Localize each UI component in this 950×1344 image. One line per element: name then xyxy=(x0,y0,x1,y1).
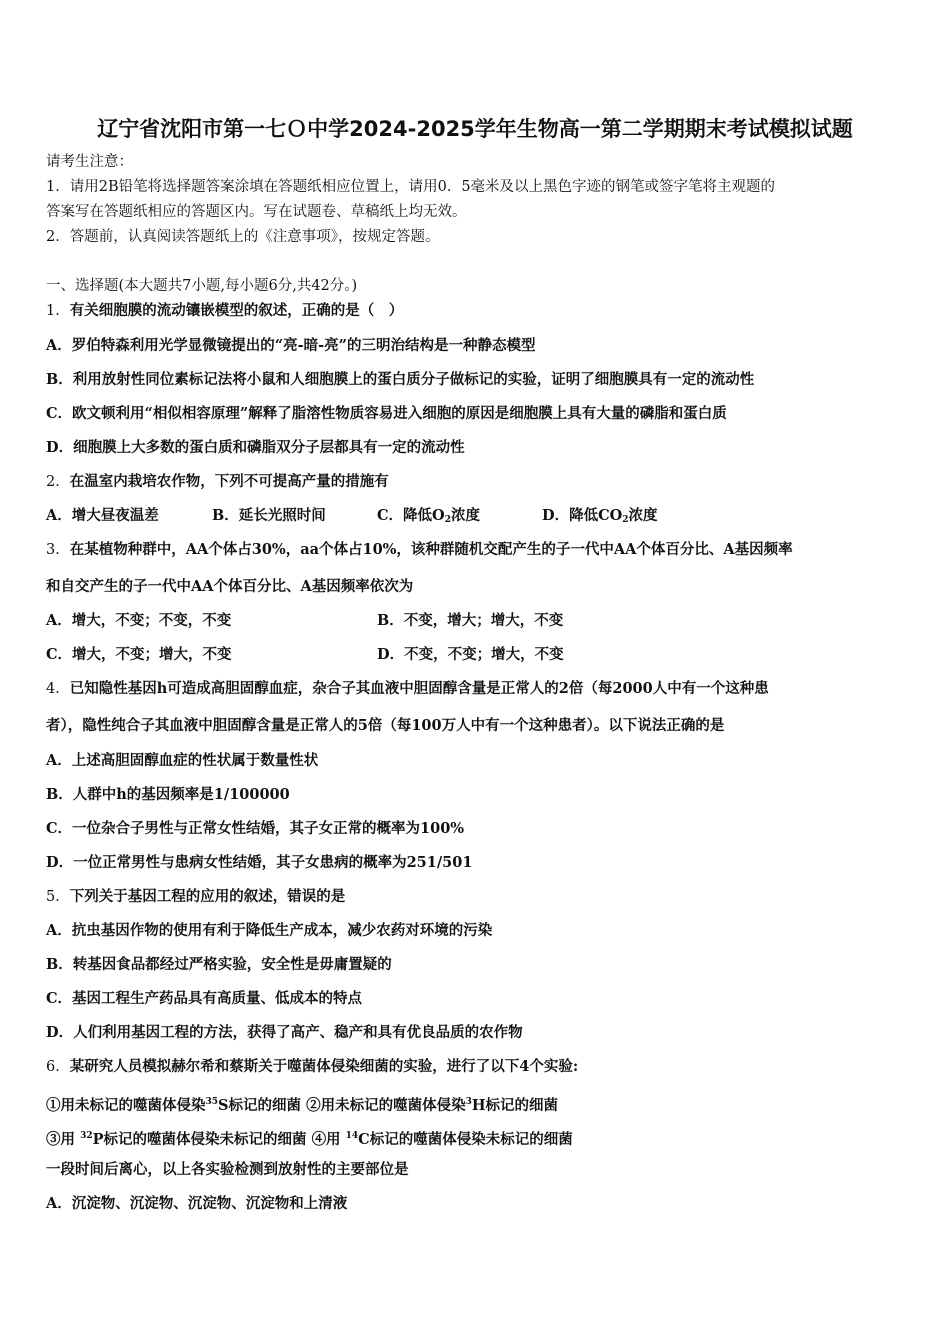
question-stem: 下列关于基因工程的应用的叙述，错误的是 xyxy=(69,888,346,905)
q5-option-c: C．基因工程生产药品具有高质量、低成本的特点 xyxy=(46,990,363,1007)
question-3-cont: 和自交产生的子一代中AA个体百分比、A基因频率依次为 xyxy=(46,578,414,595)
q3-option-a: A．增大，不变；不变，不变 xyxy=(46,612,232,629)
page-title: 辽宁省沈阳市第一七Ｏ中学2024-2025学年生物高一第二学期期末考试模拟试题 xyxy=(97,117,853,141)
question-number: 6． xyxy=(46,1059,70,1075)
question-6 xyxy=(46,1057,578,1077)
question-number: 1． xyxy=(46,303,70,319)
q5-option-b: B．转基因食品都经过严格实验，安全性是毋庸置疑的 xyxy=(46,956,392,973)
q2-option-d: D．降低$CO_2$浓度 xyxy=(542,507,658,525)
question-stem: 某研究人员模拟赫尔希和蔡斯关于噬菌体侵染细菌的实验，进行了以下4个实验: xyxy=(69,1058,579,1075)
question-3 xyxy=(46,540,793,560)
q2-option-c: C．降低$O_2$浓度 xyxy=(377,507,480,525)
question-5 xyxy=(46,887,345,907)
q4-option-d: D．一位正常男性与患病女性结婚，其子女患病的概率为251/501 xyxy=(46,854,473,871)
question-number: 2． xyxy=(46,474,70,490)
q5-option-a: A．抗虫基因作物的使用有利于降低生产成本，减少农药对环境的污染 xyxy=(46,922,493,939)
section-heading: 一、选择题(本大题共7小题,每小题6分,共42分。) xyxy=(46,278,358,294)
question-stem: 在某植物种群中，AA个体占30%，aa个体占10%，该种群随机交配产生的子一代中AA个体百分比、A基因频率 xyxy=(69,541,793,558)
q4-option-a: A．上述高胆固醇血症的性状属于数量性状 xyxy=(46,752,319,769)
q6-experiments-3-4: ③用 $^{32}$P标记的噬菌体侵染未标记的细菌 ④用 $^{14}$C标记的噬菌体侵染未标记的细菌 xyxy=(46,1131,573,1148)
q3-option-c: C．增大，不变；增大，不变 xyxy=(46,646,232,663)
q1-option-d: D．细胞膜上大多数的蛋白质和磷脂双分子层都具有一定的流动性 xyxy=(46,439,465,456)
q6-option-a: A．沉淀物、沉淀物、沉淀物、沉淀物和上清液 xyxy=(46,1195,348,1212)
question-stem: 有关细胞膜的流动镶嵌模型的叙述，正确的是（ ） xyxy=(69,302,404,319)
notice-line-1b: 答案写在答题纸相应的答题区内。写在试题卷、草稿纸上均无效。 xyxy=(46,204,467,220)
q2-option-b: B．延长光照时间 xyxy=(212,507,326,524)
question-1 xyxy=(46,301,403,321)
q4-option-c: C．一位杂合子男性与正常女性结婚，其子女正常的概率为100% xyxy=(46,820,465,837)
q5-option-d: D．人们利用基因工程的方法，获得了高产、稳产和具有优良品质的农作物 xyxy=(46,1024,523,1041)
question-stem: 在温室内栽培农作物，下列不可提高产量的措施有 xyxy=(69,473,389,490)
q1-option-a: A．罗伯特森利用光学显微镜提出的“亮-暗-亮”的三明治结构是一种静态模型 xyxy=(46,337,536,354)
notice-line-2: 2．答题前，认真阅读答题纸上的《注意事项》，按规定答题。 xyxy=(46,229,440,245)
q6-after: 一段时间后离心，以上各实验检测到放射性的主要部位是 xyxy=(46,1161,409,1178)
question-number: 3． xyxy=(46,542,70,558)
q3-option-b: B．不变，增大；增大，不变 xyxy=(377,612,564,629)
question-stem: 已知隐性基因h可造成高胆固醇血症，杂合子其血液中胆固醇含量是正常人的2倍（每2000人中有一个这种患 xyxy=(69,680,769,697)
notice-heading: 请考生注意： xyxy=(46,154,133,170)
q1-option-c: C．欧文顿利用“相似相容原理”解释了脂溶性物质容易进入细胞的原因是细胞膜上具有大量的磷脂和蛋白质 xyxy=(46,405,727,422)
q6-experiments-1-2: ①用未标记的噬菌体侵染$^{35}$S标记的细菌 ②用未标记的噬菌体侵染$^3$H标记的细菌 xyxy=(46,1097,559,1114)
question-2 xyxy=(46,472,389,492)
q3-option-d: D．不变，不变；增大，不变 xyxy=(377,646,564,663)
q4-option-b: B．人群中h的基因频率是1/100000 xyxy=(46,786,290,803)
question-number: 5． xyxy=(46,889,70,905)
q2-option-a: A．增大昼夜温差 xyxy=(46,507,159,524)
question-4-cont: 者），隐性纯合子其血液中胆固醇含量是正常人的5倍（每100万人中有一个这种患者）。以下说法正确的是 xyxy=(46,717,725,734)
q1-option-b: B．利用放射性同位素标记法将小鼠和人细胞膜上的蛋白质分子做标记的实验，证明了细胞膜具有一定的流动性 xyxy=(46,371,755,388)
question-4 xyxy=(46,679,769,699)
notice-line-1a: 1．请用2B铅笔将选择题答案涂填在答题纸相应位置上，请用0．5毫米及以上黑色字迹的钢笔或签字笔将主观题的 xyxy=(46,179,776,195)
question-number: 4． xyxy=(46,681,70,697)
